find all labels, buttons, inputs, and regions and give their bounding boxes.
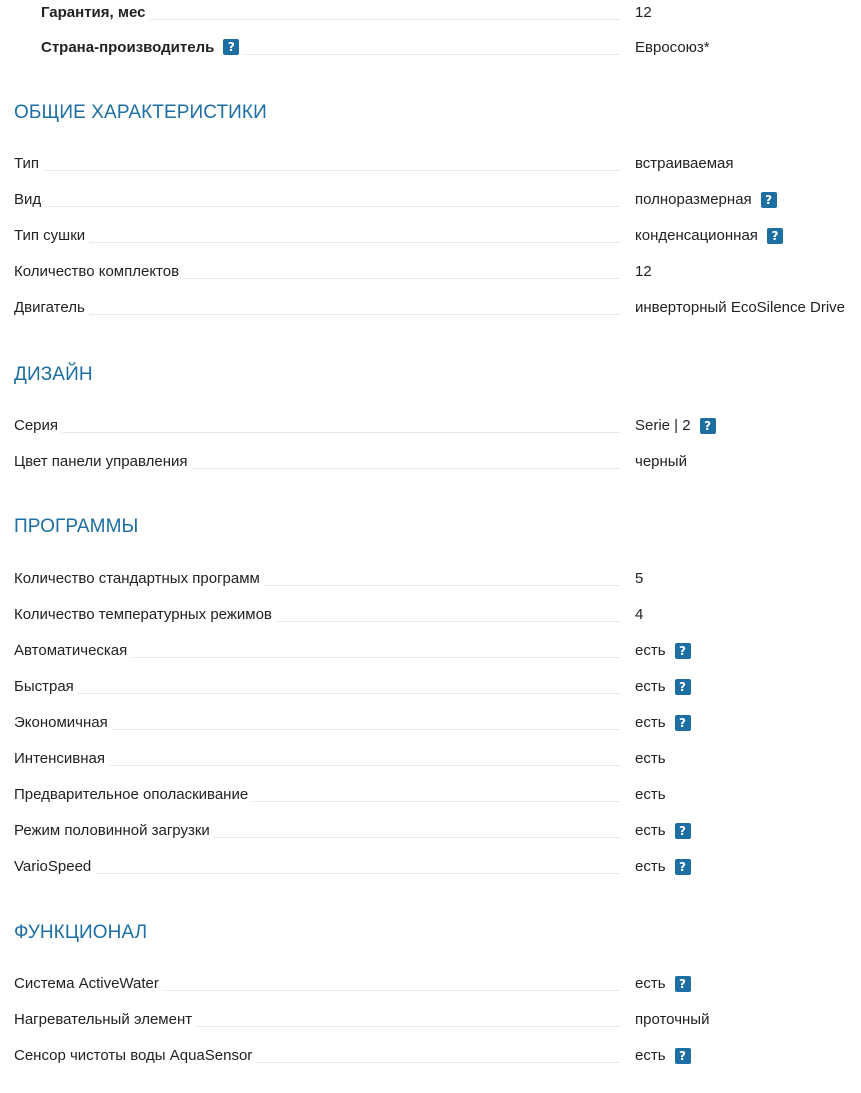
spec-row <box>14 413 861 439</box>
spec-value-text: конденсационная <box>635 227 758 244</box>
spec-label: Автоматическая <box>14 638 131 664</box>
spec-value-text: 12 <box>635 263 652 280</box>
spec-row <box>14 602 861 628</box>
spec-row <box>14 449 861 475</box>
spec-value-text: встраиваемая <box>635 155 734 172</box>
dotted-leader <box>14 693 619 694</box>
spec-row <box>14 566 861 592</box>
spec-label: Интенсивная <box>14 746 109 772</box>
spec-value-text: есть <box>635 858 666 875</box>
spec-label: Режим половинной загрузки <box>14 818 214 844</box>
spec-row <box>14 259 861 285</box>
spec-row <box>14 638 861 664</box>
spec-label: Вид <box>14 187 45 213</box>
spec-value <box>635 187 777 213</box>
spec-row <box>14 295 861 321</box>
help-icon[interactable]: ? <box>675 823 691 839</box>
spec-label: Нагревательный элемент <box>14 1007 196 1033</box>
spec-value <box>635 782 666 808</box>
spec-row <box>14 187 861 213</box>
spec-value <box>635 295 845 321</box>
spec-value <box>635 638 691 664</box>
spec-value-text: 5 <box>635 570 644 587</box>
spec-value-text: есть <box>635 642 666 659</box>
spec-value <box>635 0 652 26</box>
spec-label: Быстрая <box>14 674 78 700</box>
spec-value <box>635 602 643 628</box>
spec-row <box>14 746 861 772</box>
spec-value <box>635 413 716 439</box>
spec-value <box>635 566 643 592</box>
spec-value <box>635 854 691 880</box>
spec-row <box>14 1007 861 1033</box>
spec-label: Количество температурных режимов <box>14 602 276 628</box>
help-icon[interactable]: ? <box>675 859 691 875</box>
spec-label: Экономичная <box>14 710 112 736</box>
spec-value-text: есть <box>635 822 666 839</box>
spec-value <box>635 1043 691 1069</box>
spec-label: Тип сушки <box>14 223 89 249</box>
spec-label: Система ActiveWater <box>14 971 163 997</box>
spec-value-text: есть <box>635 1047 666 1064</box>
spec-row <box>14 674 861 700</box>
section-title: ДИЗАЙН <box>14 364 93 385</box>
spec-value-text: есть <box>635 975 666 992</box>
spec-value-text: Евросоюз* <box>635 39 710 56</box>
dotted-leader <box>14 873 619 874</box>
spec-row <box>14 854 861 880</box>
help-icon[interactable]: ? <box>675 715 691 731</box>
dotted-leader <box>14 170 619 171</box>
spec-value <box>635 1007 709 1033</box>
spec-row <box>14 782 861 808</box>
dotted-leader <box>14 242 619 243</box>
help-icon[interactable]: ? <box>675 679 691 695</box>
spec-value-text: Serie | 2 <box>635 417 691 434</box>
spec-label: VarioSpeed <box>14 854 95 880</box>
spec-row <box>14 1043 861 1069</box>
help-icon[interactable]: ? <box>223 39 239 55</box>
spec-row <box>14 818 861 844</box>
help-icon[interactable]: ? <box>761 192 777 208</box>
dotted-leader <box>14 432 619 433</box>
spec-label: Сенсор чистоты воды AquaSensor <box>14 1043 256 1069</box>
spec-value <box>635 35 710 61</box>
spec-value <box>635 449 687 475</box>
spec-label: Двигатель <box>14 295 89 321</box>
spec-row <box>14 710 861 736</box>
spec-value-text: инверторный EcoSilence Drive <box>635 299 846 316</box>
spec-label <box>14 35 243 61</box>
spec-value-text: есть <box>635 714 666 731</box>
spec-value <box>635 710 691 736</box>
section-title: ОБЩИЕ ХАРАКТЕРИСТИКИ <box>14 102 267 123</box>
spec-value-text: 4 <box>635 606 644 623</box>
spec-value <box>635 151 734 177</box>
spec-label: Количество стандартных программ <box>14 566 264 592</box>
spec-row <box>14 971 861 997</box>
dotted-leader <box>14 206 619 207</box>
spec-value-text: черный <box>635 453 687 470</box>
spec-value-text: есть <box>635 786 666 803</box>
spec-value-text: есть <box>635 678 666 695</box>
spec-value-text: проточный <box>635 1011 710 1028</box>
spec-value-text: 12 <box>635 4 652 21</box>
dotted-leader <box>14 314 619 315</box>
spec-value <box>635 223 783 249</box>
spec-value <box>635 259 652 285</box>
spec-label: Гарантия, мес <box>14 0 149 26</box>
spec-row-country <box>14 35 861 61</box>
spec-row <box>14 223 861 249</box>
spec-row <box>14 151 861 177</box>
section-title: ФУНКЦИОНАЛ <box>14 922 148 943</box>
spec-value-text: полноразмерная <box>635 191 752 208</box>
spec-label-text: Страна-производитель <box>41 39 215 56</box>
help-icon[interactable]: ? <box>700 418 716 434</box>
spec-value <box>635 746 666 772</box>
help-icon[interactable]: ? <box>767 228 783 244</box>
section-title: ПРОГРАММЫ <box>14 516 139 537</box>
spec-label: Тип <box>14 151 43 177</box>
spec-value <box>635 674 691 700</box>
help-icon[interactable]: ? <box>675 643 691 659</box>
spec-label: Предварительное ополаскивание <box>14 782 252 808</box>
help-icon[interactable]: ? <box>675 976 691 992</box>
spec-label: Цвет панели управления <box>14 449 191 475</box>
spec-value-text: есть <box>635 750 666 767</box>
spec-row-warranty <box>14 0 861 26</box>
spec-value <box>635 971 691 997</box>
help-icon[interactable]: ? <box>675 1048 691 1064</box>
spec-value <box>635 818 691 844</box>
spec-label: Серия <box>14 413 62 439</box>
spec-label: Количество комплектов <box>14 259 183 285</box>
